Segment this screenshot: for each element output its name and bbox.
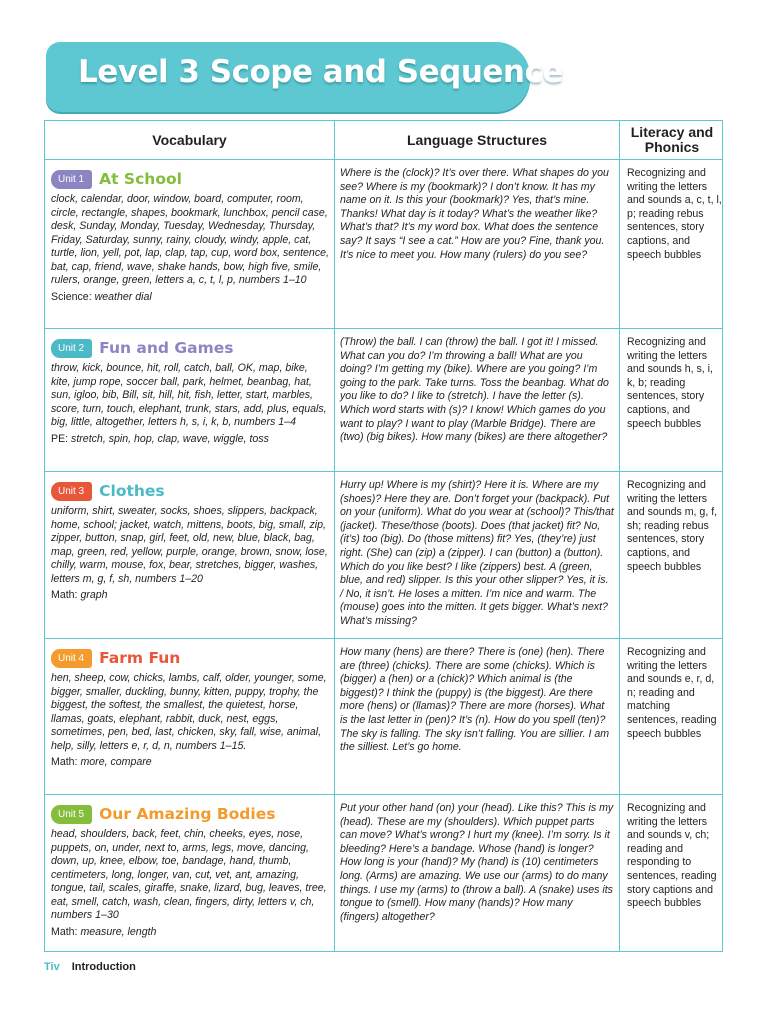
literacy-phonics-text: Recognizing and writing the letters and sounds e, r, d, n; reading and matching sentences, reading speech bubbles [627,646,717,740]
language-structures-text: Hurry up! Where is my (shirt)? Here it is. Where are my (shoes)? Here they are. Don’t forget your (backpack). Put on your (uniform). What do you wear at (school)? This/that (jacket). These/those (boots). Does (that jacket) fit? No, (it’s) too (big). Do (those mittens) fit? Yes, (they’re) just right. (She) can (zip) a (zipper). I can (button) a (button). Which do you like best? I like (zippers) best. A (green, blue, and red) slipper. Is this your other slipper? Yes, it is. / No, it isn’t. He loses a mitten. I’m nice and warm. The (mouse) goes into the mitten. It gets bigger. What’s next? What’s missing? [340,479,614,627]
vocabulary-cell [51,167,329,304]
subject-line [51,926,329,940]
language-structures-text: How many (hens) are there? There is (one) (hen). There are (three) (chicks). There are some (chicks). Which is (bigger) a (hen) or a (chick)? Which animal is (the biggest)? I think the (puppy) is (the biggest). Are there more (hens) or (llamas)? There are more (horses). What is the last letter in (pen)? It’s (n). How do you spell (ten)? The sky is falling. The sky isn’t falling. You are sillier. I am the silliest. Let’s go home. [340,646,610,754]
unit-header [51,802,329,826]
subject-value: stretch, spin, hop, clap, wave, wiggle, toss [71,432,269,445]
unit-badge: Unit 5 [51,805,92,824]
unit-title: Farm Fun [99,649,181,667]
subject-label: Math: [51,589,78,601]
literacy-phonics-text: Recognizing and writing the letters and sounds a, c, t, l, p; reading rebus sentences, story captions, and speech bubbles [627,167,722,261]
title-banner [46,42,563,112]
unit-row [45,159,722,328]
subject-line [51,291,329,305]
literacy-phonics-text: Recognizing and writing the letters and sounds h, s, i, k, b; reading sentences, story captions, and speech bubbles [627,336,713,430]
header-vocabulary: Vocabulary [152,131,227,148]
vocabulary-cell [51,336,329,446]
unit-badge: Unit 3 [51,482,92,501]
subject-line [51,589,329,603]
vocabulary-cell [51,479,329,603]
subject-value: graph [80,589,108,601]
unit-row [45,471,722,638]
unit-title: At School [99,170,182,188]
language-structures-text: Put your other hand (on) your (head). Like this? This is my (head). These are my (shoulders). Which puppet parts can move? What’s wrong? I hurt my (knee). I’m sorry. Is it bleeding? Here’s a bandage. Whose (hand) is longer? How long is your (hand)? My (hand) is (10) centimeters long. (Arms) are amazing. We use our (arms) to do many things. I use my (arms) to (throw a ball). A (snake) uses its tongue to (smell). How many (hands)? How many (fingers) altogether? [340,802,614,923]
subject-label: PE: [51,432,69,445]
unit-badge: Unit 4 [51,649,92,668]
vocabulary-text: clock, calendar, door, window, board, computer, room, circle, rectangle, shapes, bookmark, lunchbox, pencil case, desk, Sunday, Monday, Tuesday, Wednesday, Thursday, Friday, Saturday, sunny, rainy, cloudy, windy, apple, cat, turtle, lion, yell, pot, lap, clap, tap, cup, word box, sentence, bat, cap, friend, wave, shake hands, bow, high five, smile, rulers, orange, green, letters a, c, t, l, p, numbers 1–10 [51,193,329,286]
subject-value: weather dial [94,290,152,303]
vocabulary-cell [51,802,329,939]
vocabulary-text: uniform, shirt, sweater, socks, shoes, slippers, backpack, home, school; jacket, watch, mittens, boots, big, small, zip, zipper, button, snap, girl, feet, old, new, blue, black, bag, map, green, red, yellow, purple, orange, brown, snow, lose, chilly, warm, mouse, fox, bear, stretches, bigger, washes, letters m, g, f, sh, numbers 1–20 [51,505,328,585]
page-footer [44,961,136,973]
unit-row [45,794,722,951]
unit-badge: Unit 1 [51,170,92,189]
scope-sequence-table [44,120,723,952]
subject-label: Math: [51,925,78,938]
unit-row [45,328,722,471]
header-language-structures: Language Structures [406,131,548,148]
subject-value: more, compare [80,756,152,768]
language-structures-text: Where is the (clock)? It’s over there. What shapes do you see? Where is my (bookmark)? I don’t know. It has my name on it. Is this your (bookmark)? Yes, that’s mine. Thanks! What day is it today? What’s the weather like? What’s that? It’s my word box. What does the sentence say? It says “I see a cat.” How are you? Fine, thank you. It’s nice to meet you. How many (rulers) do you see? [340,167,609,261]
vocabulary-cell [51,646,329,770]
literacy-phonics-text: Recognizing and writing the letters and sounds m, g, f, sh; reading rebus sentences, story captions, and speech bubbles [627,479,718,573]
vocabulary-text: throw, kick, bounce, hit, roll, catch, ball, OK, map, bike, kite, jump rope, soccer ball, park, helmet, beanbag, hat, sun, igloo, bib, Bill, sit, hill, hit, fish, letter, start, marbles, score, turn, touch, elephant, trunk, stars, add, plus, equals, big, little, altogether, letters h, s, i, k, b, numbers 1–4 [51,362,327,428]
unit-header [51,479,329,503]
subject-value: measure, length [80,925,157,938]
unit-header [51,167,329,191]
unit-header [51,336,329,360]
language-structures-text: (Throw) the ball. I can (throw) the ball. I got it! I missed. What can you do? I’m throwing a ball! What are you doing? I’m getting my (bike). Where are you going? I’m going to the park. Take turns. Toss the beanbag. What do you like to do? I like to (stretch). I have the letter (s). Which word starts with (s)? I know! Which games do you want to play? I want to play (Marble Bridge). There are (two) (big bikes). How many (bikes) are there altogether? [340,336,609,444]
unit-title: Clothes [99,482,165,500]
unit-header [51,646,329,670]
subject-label: Science: [51,290,92,303]
unit-title: Fun and Games [99,339,234,357]
unit-title: Our Amazing Bodies [99,805,276,823]
unit-badge: Unit 2 [51,339,92,358]
vocabulary-text: head, shoulders, back, feet, chin, cheeks, eyes, nose, puppets, on, under, next to, arms, legs, move, dancing, down, up, knee, elbow, toe, bandage, hand, thumb, centimeters, long, longer, van, cut, vet, ant, amazing, tongue, tail, scales, giraffe, snake, lizard, bug, leaves, tree, eat, smell, catch, wash, clean, fingers, dirty, letters v, ch, numbers 1–30 [51,828,327,921]
unit-row [45,638,722,794]
subject-line [51,756,329,770]
page-title: Level 3 Scope and Sequence [78,54,563,90]
vocabulary-text: hen, sheep, cow, chicks, lambs, calf, older, younger, some, bigger, smaller, duckling, bunny, kitten, puppy, trophy, the biggest, the softest, the smallest, the quietest, horse, llamas, goats, elephant, rabbit, duck, nest, eggs, sometimes, pen, bed, last, chicken, sky, fall, wise, animal, help, silly, letters e, r, d, n, numbers 1–15. [51,672,327,752]
footer-label: Introduction [71,961,136,973]
subject-line [51,433,329,447]
header-literacy-phonics: Literacy and Phonics [630,124,714,155]
subject-label: Math: [51,756,78,768]
page-number: Tiv [44,961,60,973]
literacy-phonics-text: Recognizing and writing the letters and sounds v, ch; reading and responding to sentences, reading story captions and speech bubbles [627,802,717,910]
